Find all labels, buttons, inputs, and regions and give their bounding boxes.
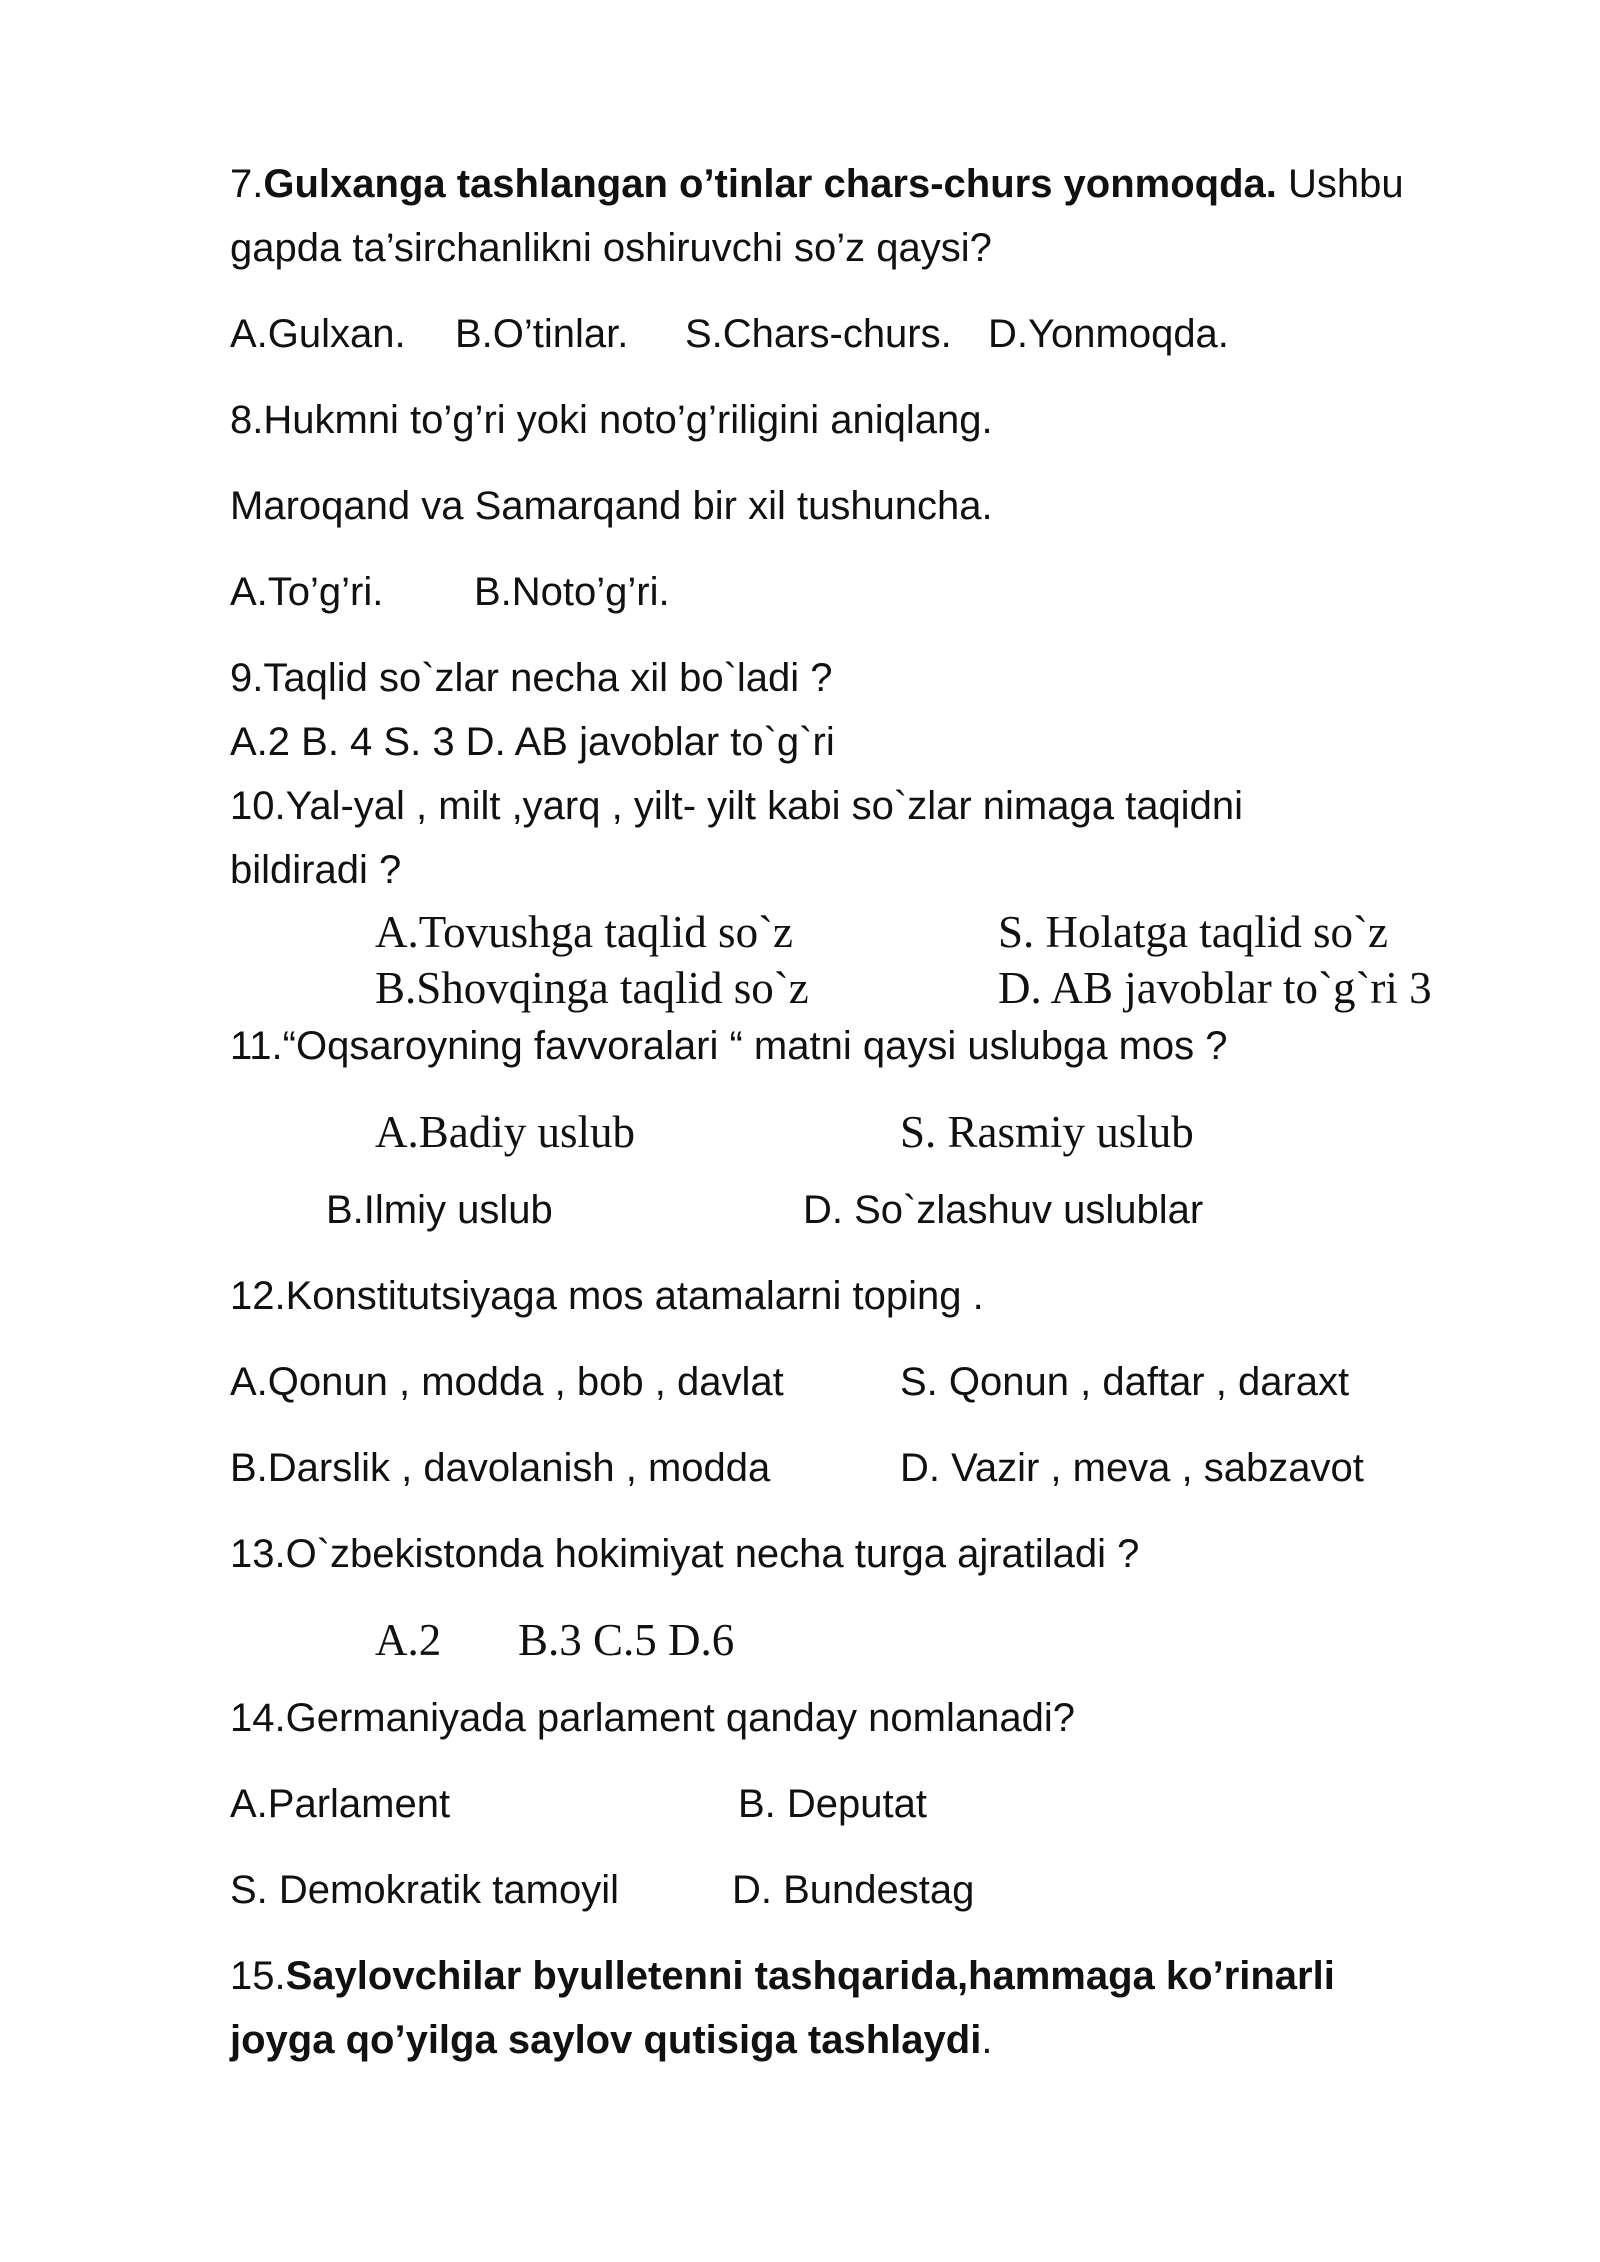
q13-options-rest: B.3 C.5 D.6 [518,1615,735,1665]
q7-bold-sentence: Gulxanga tashlangan o’tinlar chars-churs yonmoqda. [263,162,1277,206]
q9-options: A.2 B. 4 S. 3 D. AB javoblar to`g`ri [230,720,835,764]
q13-option-a: A.2 [375,1615,442,1665]
q8-statement: Maroqand va Samarqand bir xil tushuncha. [230,484,993,528]
q15-bold-line-2: joyga qo’yilga saylov qutisiga tashlaydi [230,2018,982,2062]
q15-bold-line-1: Saylovchilar byulletenni tashqarida,hammaga ko’rinarli [285,1954,1335,1998]
q10-option-a: A.Tovushga taqlid so`z [375,907,794,957]
q14-option-b: B. Deputat [738,1782,928,1826]
q7-option-a: A.Gulxan. [230,312,406,356]
q10-line-1: 10.Yal-yal , milt ,yarq , yilt- yilt kabi so`zlar nimaga taqidni [230,784,1243,828]
q7-option-d: D.Yonmoqda. [988,312,1229,356]
q8-option-b: B.Noto’g’ri. [474,570,670,614]
q15-line-1 [230,1950,1335,2002]
q8-question: 8.Hukmni to’g’ri yoki noto’g’riligini aniqlang. [230,398,993,442]
q12-option-d: D. Vazir , meva , sabzavot [900,1446,1364,1490]
q7-number: 7. [230,162,264,206]
q7-option-s: S.Chars-churs. [685,312,952,356]
q8-option-a: A.To’g’ri. [230,570,384,614]
q15-line-2 [230,2014,992,2066]
q7-option-b: B.O’tinlar. [455,312,629,356]
q11-option-d: D. So`zlashuv uslublar [803,1188,1204,1232]
q10-line-2: bildiradi ? [230,848,402,892]
q9-question: 9.Taqlid so`zlar necha xil bo`ladi ? [230,656,833,700]
q12-option-b: B.Darslik , davolanish , modda [230,1446,771,1490]
q14-option-a: A.Parlament [230,1782,451,1826]
q14-question: 14.Germaniyada parlament qanday nomlanadi? [230,1696,1075,1740]
q11-question: 11.“Oqsaroyning favvoralari “ matni qaysi uslubga mos ? [230,1024,1228,1068]
q14-option-s: S. Demokratik tamoyil [230,1868,619,1912]
q10-option-s: S. Holatga taqlid so`z [998,907,1388,957]
q13-question: 13.O`zbekistonda hokimiyat necha turga ajratiladi ? [230,1532,1140,1576]
q12-question: 12.Konstitutsiyaga mos atamalarni toping . [230,1274,984,1318]
q10-option-b: B.Shovqinga taqlid so`z [375,963,809,1013]
q7-line-2: gapda ta’sirchanlikni oshiruvchi so’z qaysi? [230,226,992,270]
q15-number: 15. [230,1954,286,1998]
q11-option-b: B.Ilmiy uslub [326,1188,553,1232]
q11-option-s: S. Rasmiy uslub [900,1107,1194,1157]
q12-option-s: S. Qonun , daftar , daraxt [900,1360,1350,1404]
q10-option-d: D. AB javoblar to`g`ri 3 [998,963,1432,1013]
q11-option-a: A.Badiy uslub [375,1107,636,1157]
q7-line-1 [230,158,1404,210]
q7-question-start: Ushbu [1276,162,1404,206]
q12-option-a: A.Qonun , modda , bob , davlat [230,1360,784,1404]
q15-end-period: . [981,2018,993,2062]
q14-option-d: D. Bundestag [732,1868,975,1912]
